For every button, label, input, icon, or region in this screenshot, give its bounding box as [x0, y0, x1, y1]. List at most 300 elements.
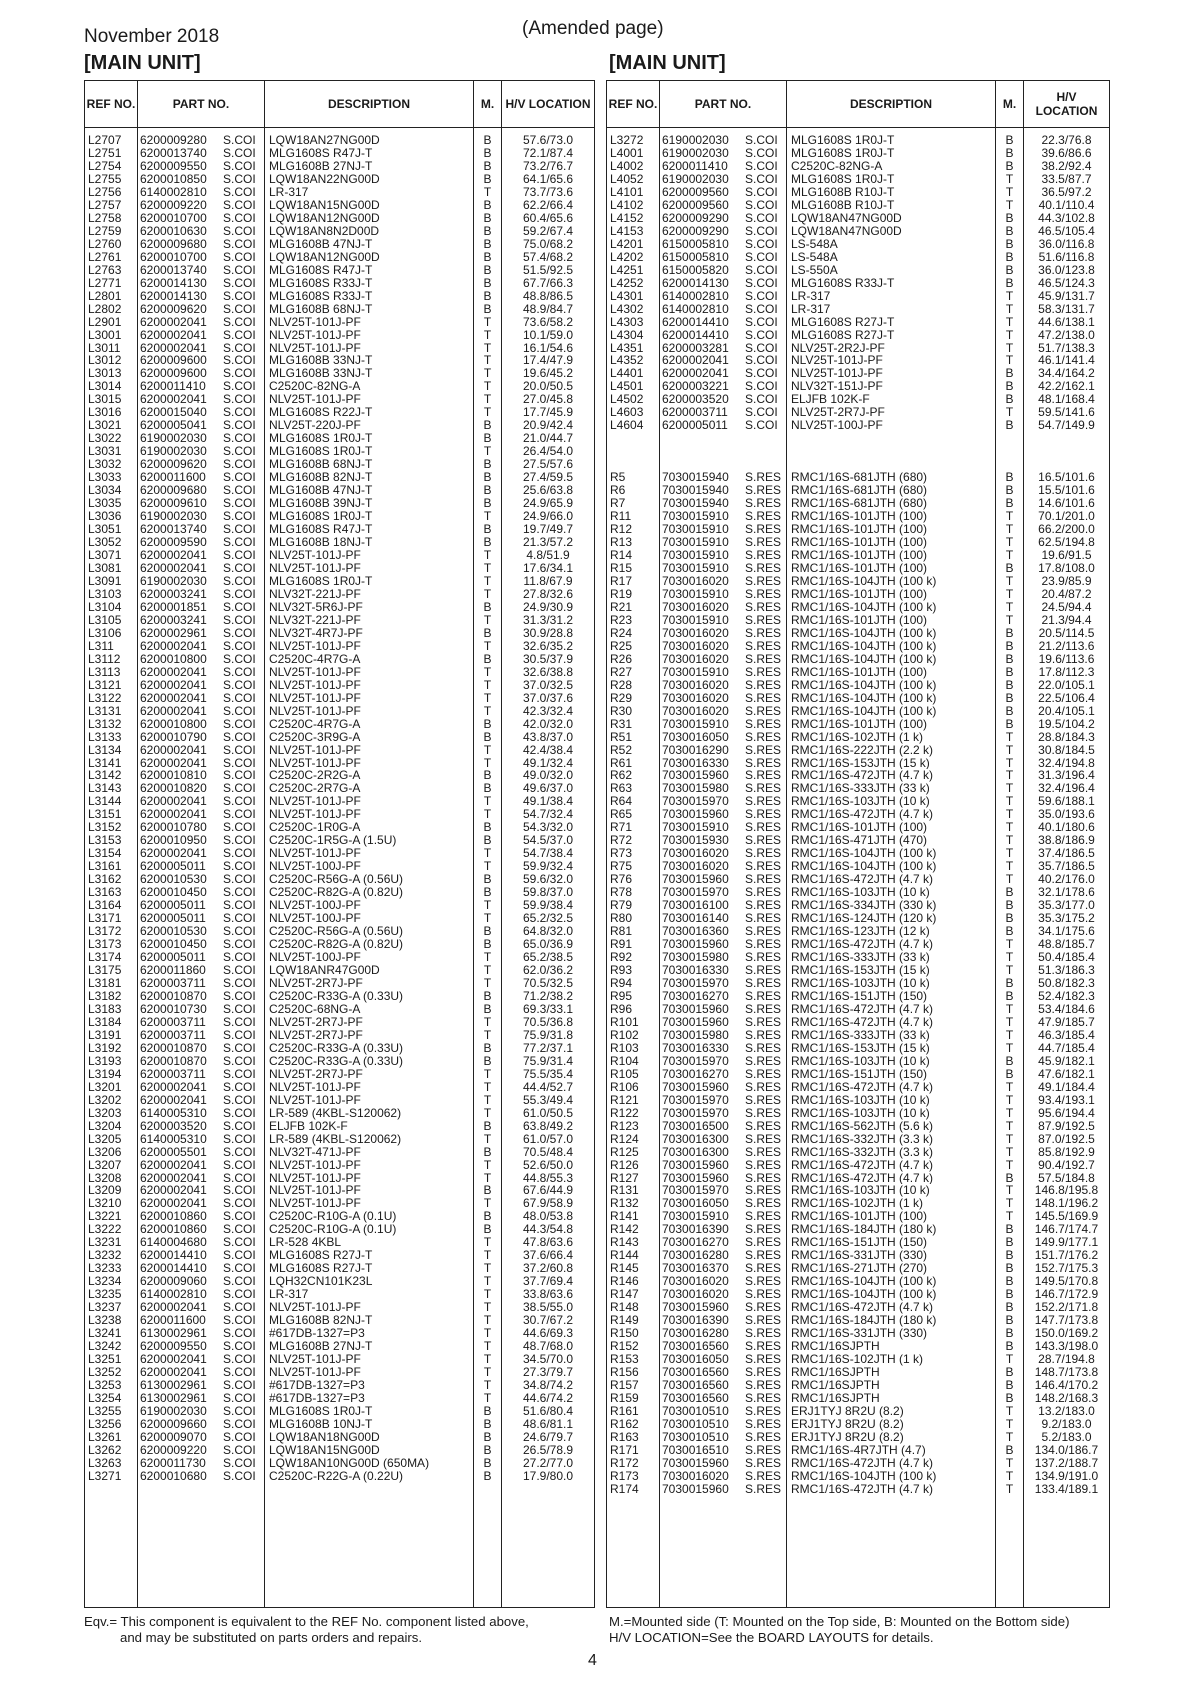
ref-cell: R93	[610, 964, 633, 977]
mounted-side-cell: B	[1005, 1314, 1014, 1328]
m-column	[474, 128, 502, 1607]
mounted-side-cell: T	[483, 510, 492, 524]
supplier-cell: S.COI	[223, 574, 256, 588]
supplier-cell: S.COI	[745, 172, 778, 186]
description-cell: RMC1/16S-104JTH (100 k)	[791, 1288, 937, 1302]
description-cell: ERJ1TYJ 8R2U (8.2)	[791, 1430, 904, 1444]
location-cell: 34.1/175.6	[1038, 925, 1095, 939]
supplier-cell: S.COI	[223, 1236, 256, 1250]
description-cell: RMC1/16S-472JTH (4.7 k)	[791, 1171, 934, 1185]
part-number-cell: 6200002041	[140, 691, 207, 705]
mounted-side-cell: T	[1005, 587, 1014, 601]
description-cell: RMC1/16S-104JTH (100 k)	[791, 1275, 937, 1289]
description-cell: LR-317	[791, 289, 831, 303]
mounted-side-cell: T	[483, 1067, 492, 1081]
ref-cell: R106	[610, 1080, 639, 1094]
part-number-cell: 6200002041	[140, 393, 207, 407]
ref-cell: L3152	[88, 821, 122, 835]
part-number-cell: 6200009560	[662, 198, 729, 212]
mounted-side-cell: T	[483, 1379, 492, 1392]
location-cell: 28.7/194.8	[1038, 1353, 1095, 1367]
header-amended: (Amended page)	[522, 18, 664, 39]
part-number-cell: 6190002030	[662, 134, 729, 147]
description-cell: RMC1/16S-103JTH (10 k)	[791, 795, 930, 809]
description-cell: RMC1/16S-101JTH (100)	[791, 1210, 928, 1224]
supplier-cell: S.COI	[223, 1275, 256, 1289]
location-cell: 37.7/69.4	[522, 1275, 574, 1289]
description-cell: MLG1608S 1R0J-T	[269, 432, 373, 446]
description-cell: LQH32CN101K23L	[269, 1275, 373, 1289]
supplier-cell: S.COI	[223, 419, 256, 433]
supplier-cell: S.COI	[223, 834, 256, 848]
part-number-cell: 7030016020	[662, 1469, 729, 1483]
part-number-cell: 6200003281	[662, 341, 729, 355]
supplier-cell: S.RES	[745, 1417, 782, 1431]
description-cell: RMC1/16S-681JTH (680)	[791, 471, 928, 485]
description-cell: NLV25T-2R7J-PF	[269, 1015, 363, 1029]
mounted-side-cell: T	[483, 1106, 492, 1120]
location-cell: 20.5/114.5	[1038, 626, 1095, 640]
part-number-cell: 6200011410	[662, 159, 728, 173]
mounted-side-cell: T	[483, 665, 492, 679]
location-cell: 70.5/48.4	[522, 1145, 574, 1159]
location-cell: 14.6/101.6	[1038, 497, 1095, 511]
location-cell: 21.3/94.4	[1041, 613, 1092, 627]
description-cell: MLG1608S R47J-T	[269, 263, 373, 277]
description-cell: MLG1608B R10J-T	[791, 198, 895, 212]
col-part-header: PART NO.	[660, 81, 787, 127]
row-gap	[787, 445, 995, 458]
part-number-cell: 7030016390	[662, 1314, 729, 1328]
mounted-side-cell: T	[483, 1015, 492, 1029]
ref-cell: L4252	[610, 276, 644, 290]
supplier-cell: S.COI	[223, 484, 256, 498]
location-cell: 70.5/36.8	[522, 1015, 574, 1029]
supplier-cell: S.COI	[745, 224, 778, 238]
description-cell: NLV25T-101J-PF	[269, 704, 361, 718]
part-number-cell: 7030015980	[662, 951, 729, 964]
mounted-side-cell: T	[483, 1197, 492, 1211]
supplier-cell: S.COI	[223, 497, 256, 511]
part-number-cell: 6200002041	[140, 1184, 207, 1198]
location-cell: 90.4/192.7	[1038, 1158, 1095, 1172]
location-cell: 38.5/55.0	[522, 1301, 574, 1315]
mounted-side-cell: T	[483, 549, 492, 562]
part-number-cell: 7030016100	[662, 899, 729, 913]
description-cell: RMC1/16S-102JTH (1 k)	[791, 1197, 924, 1211]
location-cell: 75.9/31.4	[522, 1054, 574, 1068]
location-cell: 20.4/87.2	[1041, 587, 1092, 601]
mounted-side-cell: T	[483, 1314, 492, 1328]
location-cell: 19.5/104.2	[1038, 717, 1095, 731]
ref-cell: R132	[610, 1197, 639, 1211]
part-number-cell: 6140002810	[140, 185, 207, 199]
ref-cell: L3134	[88, 743, 122, 757]
mounted-side-cell: T	[483, 639, 492, 653]
part-number-cell: 7030015910	[662, 1210, 729, 1224]
description-cell: MLG1608S R33J-T	[269, 289, 373, 303]
description-cell: RMC1/16SJPTH	[791, 1366, 880, 1379]
description-cell: MLG1608B 10NJ-T	[269, 1417, 373, 1431]
right-section-title: [MAIN UNIT]	[609, 52, 726, 74]
location-cell: 53.4/184.6	[1038, 1002, 1095, 1016]
part-number-cell: 6200002041	[140, 1301, 207, 1315]
location-cell: 133.4/189.1	[1034, 1482, 1099, 1496]
location-cell: 17.8/108.0	[1038, 561, 1095, 575]
mounted-side-cell: T	[1005, 938, 1014, 952]
part-number-cell: 7030016020	[662, 1288, 729, 1302]
mounted-side-cell: B	[1005, 1067, 1014, 1081]
description-cell: MLG1608S R33J-T	[791, 276, 895, 290]
location-cell: 44.8/55.3	[522, 1171, 574, 1185]
location-cell: 26.5/78.9	[522, 1443, 574, 1457]
location-cell: 146.7/174.7	[1034, 1223, 1099, 1237]
location-cell: 134.9/191.0	[1034, 1469, 1099, 1483]
mounted-side-cell: T	[483, 1028, 492, 1042]
description-cell: RMC1/16S-103JTH (10 k)	[791, 1106, 930, 1120]
description-cell: RMC1/16S-101JTH (100)	[791, 561, 928, 575]
mounted-side-cell: B	[1005, 263, 1014, 277]
supplier-cell: S.RES	[745, 549, 782, 562]
location-cell: 62.0/36.2	[522, 964, 574, 977]
description-cell: RMC1/16S-104JTH (100 k)	[791, 691, 937, 705]
description-cell: NLV25T-220J-PF	[269, 419, 361, 433]
part-number-cell: 7030016050	[662, 1197, 729, 1211]
part-number-cell: 6200010630	[140, 224, 207, 238]
part-number-cell: 7030015970	[662, 795, 729, 809]
location-cell: 147.7/173.8	[1034, 1314, 1099, 1328]
supplier-cell: S.COI	[223, 172, 256, 186]
mounted-side-cell: T	[1005, 302, 1014, 316]
location-cell: 20.0/50.5	[522, 380, 574, 394]
ref-cell: R71	[610, 821, 633, 835]
description-cell: NLV25T-101J-PF	[269, 393, 361, 407]
mounted-side-cell: B	[483, 1404, 492, 1418]
part-number-cell: 6200014410	[662, 328, 729, 342]
supplier-cell: S.COI	[223, 1430, 256, 1444]
ref-cell: L4251	[610, 263, 644, 277]
part-number-cell: 7030016020	[662, 691, 729, 705]
supplier-cell: S.COI	[223, 795, 256, 809]
ref-cell: L3032	[88, 458, 122, 472]
location-cell: 37.4/186.5	[1038, 847, 1095, 861]
description-cell: RMC1/16S-104JTH (100 k)	[791, 704, 937, 718]
supplier-cell: S.RES	[745, 847, 782, 861]
location-cell: 40.1/180.6	[1038, 821, 1095, 835]
location-cell: 51.7/138.3	[1038, 341, 1095, 355]
row-gap	[1024, 445, 1109, 458]
part-number-cell: 6150005810	[662, 237, 729, 251]
supplier-cell: S.COI	[223, 1404, 256, 1418]
part-number-cell: 7030015970	[662, 1054, 729, 1068]
description-cell: RMC1/16S-332JTH (3.3 k)	[791, 1145, 934, 1159]
location-cell: 47.2/138.0	[1038, 328, 1095, 342]
description-cell: NLV25T-101J-PF	[269, 1093, 361, 1107]
part-number-cell: 7030015960	[662, 1456, 729, 1470]
supplier-cell: S.COI	[223, 1015, 256, 1029]
supplier-column	[220, 128, 265, 1607]
part-number-cell: 6150005820	[662, 263, 729, 277]
description-cell: NLV25T-2R2J-PF	[791, 341, 885, 355]
supplier-cell: S.RES	[745, 1262, 782, 1276]
part-number-cell: 6200002041	[140, 549, 207, 562]
supplier-cell: S.RES	[745, 938, 782, 952]
ref-cell: L3131	[88, 704, 122, 718]
ref-cell: L3132	[88, 717, 122, 731]
location-cell: 65.0/36.9	[522, 938, 574, 952]
ref-cell: R95	[610, 989, 633, 1003]
part-number-cell: 6200002041	[140, 1158, 207, 1172]
location-cell: 42.2/162.1	[1038, 380, 1095, 394]
part-number-cell: 6200003241	[140, 587, 207, 601]
ref-cell: R7	[610, 497, 626, 511]
part-number-cell: 6200010810	[140, 769, 207, 783]
ref-cell: L3254	[88, 1391, 122, 1405]
location-cell: 67.9/58.9	[522, 1197, 574, 1211]
mounted-side-cell: B	[483, 782, 492, 796]
location-cell: 43.8/37.0	[522, 730, 574, 744]
mounted-side-cell: T	[483, 1093, 492, 1107]
description-cell: RMC1/16S-153JTH (15 k)	[791, 1041, 930, 1055]
mounted-side-cell: T	[1005, 951, 1014, 964]
mounted-side-cell: T	[1005, 1158, 1014, 1172]
ref-cell: L2759	[88, 224, 122, 238]
description-cell: MLG1608B 27NJ-T	[269, 1340, 373, 1354]
mounted-side-cell: T	[1005, 523, 1014, 537]
part-number-cell: 7030016560	[662, 1391, 729, 1405]
part-number-cell: 6200010450	[140, 886, 207, 900]
location-cell: 60.4/65.6	[522, 211, 574, 225]
ref-cell: L2771	[88, 276, 122, 290]
mounted-side-cell: B	[483, 834, 492, 848]
mounted-side-cell: B	[1005, 484, 1014, 498]
supplier-cell: S.RES	[745, 497, 782, 511]
description-cell: C2520C-82NG-A	[791, 159, 883, 173]
ref-cell: L3071	[88, 549, 122, 562]
mounted-side-cell: T	[1005, 1184, 1014, 1198]
desc-column	[787, 128, 996, 1607]
ref-cell: L3209	[88, 1184, 122, 1198]
mounted-side-cell: T	[1005, 1210, 1014, 1224]
part-number-cell: 6200003241	[140, 613, 207, 627]
part-number-cell: 7030016020	[662, 652, 729, 666]
location-cell: 54.7/32.4	[522, 808, 574, 822]
location-cell: 66.2/200.0	[1038, 523, 1095, 537]
description-cell: MLG1608S 1R0J-T	[791, 172, 895, 186]
ref-cell: R29	[610, 691, 633, 705]
supplier-cell: S.RES	[745, 1093, 782, 1107]
ref-cell: R17	[610, 574, 633, 588]
description-cell: RMC1/16S-333JTH (33 k)	[791, 951, 930, 964]
ref-cell: L4401	[610, 367, 644, 381]
supplier-cell: S.COI	[223, 1262, 256, 1276]
description-cell: MLG1608S R47J-T	[269, 146, 373, 160]
ref-cell: L3011	[88, 341, 121, 355]
part-number-cell: 6190002030	[140, 510, 207, 524]
ref-cell: R157	[610, 1379, 639, 1392]
part-number-cell: 6200010860	[140, 1210, 207, 1224]
description-cell: NLV25T-101J-PF	[791, 354, 883, 368]
mounted-side-cell: T	[1005, 354, 1014, 368]
ref-cell: R121	[610, 1093, 639, 1107]
supplier-cell: S.RES	[745, 1430, 782, 1444]
location-cell: 49.1/38.4	[522, 795, 574, 809]
ref-cell: R123	[610, 1119, 639, 1133]
mounted-side-cell: T	[1005, 743, 1014, 757]
part-number-cell: 6200009220	[140, 198, 207, 212]
ref-cell: L3205	[88, 1132, 122, 1146]
description-cell: RMC1/16S-103JTH (10 k)	[791, 1184, 930, 1198]
location-cell: 16.1/54.6	[522, 341, 574, 355]
part-number-cell: 7030016280	[662, 1327, 729, 1341]
col-m-header: M.	[474, 81, 502, 127]
table-body	[85, 128, 594, 1607]
ref-cell: L3033	[88, 471, 122, 485]
supplier-cell: S.RES	[745, 471, 782, 485]
ref-cell: L4604	[610, 419, 644, 433]
ref-cell: R12	[610, 523, 633, 537]
supplier-cell: S.COI	[223, 561, 256, 575]
supplier-cell: S.COI	[223, 406, 256, 420]
mounted-side-note	[609, 1614, 1109, 1646]
part-number-cell: 7030016270	[662, 1236, 729, 1250]
location-cell: 37.0/37.6	[522, 691, 574, 705]
ref-cell: L3235	[88, 1288, 122, 1302]
supplier-cell: S.COI	[223, 445, 256, 459]
description-cell: LR-317	[269, 1288, 309, 1302]
mounted-side-cell: B	[1005, 1340, 1014, 1354]
supplier-cell: S.COI	[223, 224, 256, 238]
supplier-cell: S.COI	[223, 951, 256, 964]
mounted-side-cell: T	[1005, 847, 1014, 861]
description-cell: C2520C-68NG-A	[269, 1002, 361, 1016]
supplier-cell: S.COI	[223, 1417, 256, 1431]
description-cell: RMC1/16S-104JTH (100 k)	[791, 626, 937, 640]
equivalent-note-line1: Eqv.= This component is equivalent to the REF No. component listed above,	[84, 1614, 529, 1629]
description-cell: RMC1/16S-472JTH (4.7 k)	[791, 1456, 934, 1470]
ref-cell: L3143	[88, 782, 122, 796]
supplier-cell: S.COI	[223, 639, 256, 653]
description-cell: NLV25T-101J-PF	[269, 561, 361, 575]
part-number-cell: 6200003520	[140, 1119, 207, 1133]
part-number-cell: 6200002041	[140, 847, 207, 861]
description-cell: RMC1/16S-184JTH (180 k)	[791, 1314, 937, 1328]
part-number-cell: 7030016330	[662, 964, 729, 977]
supplier-cell: S.RES	[745, 484, 782, 498]
description-cell: MLG1608S 1R0J-T	[791, 134, 895, 147]
location-cell: 65.2/38.5	[522, 951, 574, 964]
supplier-cell: S.RES	[745, 1106, 782, 1120]
supplier-cell: S.RES	[745, 989, 782, 1003]
supplier-cell: S.COI	[745, 250, 778, 264]
location-cell: 24.9/66.0	[522, 510, 574, 524]
ref-cell: R80	[610, 912, 633, 926]
part-number-cell: 7030015960	[662, 1015, 729, 1029]
location-cell: 44.4/52.7	[522, 1080, 574, 1094]
description-cell: RMC1/16S-472JTH (4.7 k)	[791, 1301, 934, 1315]
page-number: 4	[588, 1652, 597, 1669]
mounted-side-cell: T	[1005, 289, 1014, 303]
location-cell: 59.6/188.1	[1038, 795, 1095, 809]
supplier-cell: S.COI	[223, 886, 256, 900]
location-cell: 32.6/35.2	[522, 639, 574, 653]
description-cell: MLG1608S 1R0J-T	[269, 510, 373, 524]
col-m-header: M.	[996, 81, 1024, 127]
supplier-cell: S.RES	[745, 1379, 782, 1392]
mounted-side-cell: T	[1005, 1417, 1014, 1431]
part-number-cell: 7030015980	[662, 782, 729, 796]
supplier-cell: S.COI	[745, 315, 778, 329]
mounted-side-cell: T	[483, 445, 492, 459]
ref-cell: R105	[610, 1067, 639, 1081]
part-number-cell: 6200002041	[662, 354, 729, 368]
supplier-cell: S.COI	[223, 678, 256, 692]
mounted-side-cell: B	[483, 1119, 492, 1133]
location-cell: 46.5/105.4	[1038, 224, 1095, 238]
description-cell: LQW18AN18NG00D	[269, 1430, 380, 1444]
part-number-cell: 6200011860	[140, 964, 206, 977]
description-cell: RMC1/16S-333JTH (33 k)	[791, 782, 930, 796]
ref-cell: R127	[610, 1171, 639, 1185]
supplier-cell: S.COI	[223, 146, 256, 160]
description-cell: RMC1/16SJPTH	[791, 1379, 880, 1392]
ref-cell: L4501	[610, 380, 644, 394]
location-cell: 148.2/168.3	[1034, 1391, 1099, 1405]
mounted-side-cell: B	[1005, 1054, 1014, 1068]
supplier-cell: S.COI	[745, 406, 778, 420]
supplier-cell: S.COI	[223, 1223, 256, 1237]
ref-cell: L3202	[88, 1093, 122, 1107]
ref-cell: L2756	[88, 185, 122, 199]
supplier-cell: S.COI	[223, 756, 256, 770]
supplier-cell: S.COI	[223, 821, 256, 835]
location-cell: 51.6/116.8	[1038, 250, 1095, 264]
mounted-side-cell: B	[483, 1184, 492, 1198]
part-number-cell: 7030016020	[662, 574, 729, 588]
location-cell: 19.6/45.2	[522, 367, 574, 381]
mounted-side-cell: B	[1005, 134, 1014, 147]
ref-cell: R125	[610, 1145, 639, 1159]
mounted-side-cell: B	[1005, 1366, 1014, 1379]
mounted-side-cell: T	[483, 354, 492, 368]
supplier-cell: S.COI	[223, 1327, 256, 1341]
part-number-cell: 6150005810	[662, 250, 729, 264]
location-cell: 63.8/49.2	[522, 1119, 574, 1133]
location-cell: 33.8/63.6	[522, 1288, 574, 1302]
mounted-side-cell: T	[483, 561, 492, 575]
part-number-cell: 7030015910	[662, 523, 729, 537]
ref-cell: R149	[610, 1314, 639, 1328]
supplier-cell: S.RES	[745, 1404, 782, 1418]
part-number-cell: 6200003711	[140, 1028, 206, 1042]
mounted-side-cell: T	[483, 899, 492, 913]
description-cell: C2520C-1R5G-A (1.5U)	[269, 834, 397, 848]
supplier-cell: S.RES	[745, 523, 782, 537]
part-number-cell: 6140005310	[140, 1106, 207, 1120]
mounted-side-cell: B	[483, 730, 492, 744]
part-number-cell: 7030015960	[662, 1158, 729, 1172]
ref-cell: R131	[610, 1184, 639, 1198]
ref-cell: L3154	[88, 847, 122, 861]
mounted-side-cell: B	[483, 302, 492, 316]
part-number-cell: 6200013740	[140, 263, 207, 277]
ref-cell: L3174	[88, 951, 122, 964]
ref-cell: L3144	[88, 795, 122, 809]
mounted-side-cell: B	[483, 1054, 492, 1068]
mounted-side-cell: T	[483, 341, 492, 355]
supplier-cell: S.COI	[223, 730, 256, 744]
ref-cell: L2751	[88, 146, 122, 160]
